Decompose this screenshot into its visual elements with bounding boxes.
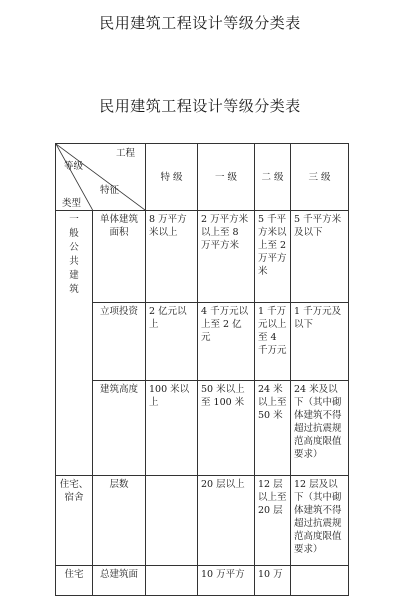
value-cell-grade3: 5 千平方米及以下 bbox=[291, 211, 349, 303]
value-cell-grade3: 1 千万元及以下 bbox=[291, 303, 349, 381]
feature-cell: 单体建筑面积 bbox=[93, 211, 146, 303]
value-cell-grade2: 5 千平方米以上至 2 万平方米 bbox=[255, 211, 291, 303]
table-row bbox=[56, 211, 349, 303]
corner-header-cell bbox=[56, 144, 146, 211]
grade-table bbox=[55, 143, 349, 596]
feature-cell: 立项投资 bbox=[93, 303, 146, 381]
col-header-grade2: 二 级 bbox=[255, 144, 291, 211]
value-cell-special: 100 米以上 bbox=[146, 381, 198, 476]
value-cell-special bbox=[146, 476, 198, 566]
corner-label-type: 类型 bbox=[62, 198, 82, 209]
col-header-grade3: 三 级 bbox=[291, 144, 349, 211]
table-header-row bbox=[56, 144, 349, 211]
value-cell-special: 2 亿元以上 bbox=[146, 303, 198, 381]
table-row bbox=[56, 566, 349, 596]
table-row bbox=[56, 381, 349, 476]
corner-label-engineering: 工程 bbox=[116, 148, 136, 159]
document-title: 民用建筑工程设计等级分类表 bbox=[99, 97, 301, 115]
col-header-grade1: 一 级 bbox=[198, 144, 255, 211]
value-cell-grade2: 1 千万元以上至 4 千万元 bbox=[255, 303, 291, 381]
value-cell-special: 8 万平方米以上 bbox=[146, 211, 198, 303]
col-header-special: 特 级 bbox=[146, 144, 198, 211]
value-cell-grade1: 4 千万元以上至 2 亿元 bbox=[198, 303, 255, 381]
value-cell-grade1: 50 米以上至 100 米 bbox=[198, 381, 255, 476]
type-cell-residential: 住宅 bbox=[56, 566, 93, 596]
value-cell-special bbox=[146, 566, 198, 596]
value-cell-grade1: 10 万平方 bbox=[198, 566, 255, 596]
feature-cell: 建筑高度 bbox=[93, 381, 146, 476]
table-row bbox=[56, 476, 349, 566]
value-cell-grade1: 20 层以上 bbox=[198, 476, 255, 566]
type-cell-public-building: 一般公共建筑 bbox=[56, 211, 93, 476]
table-row bbox=[56, 303, 349, 381]
corner-label-grade: 等级 bbox=[64, 161, 84, 172]
value-cell-grade2: 12 层以上至 20 层 bbox=[255, 476, 291, 566]
value-cell-grade2: 24 米以上至 50 米 bbox=[255, 381, 291, 476]
value-cell-grade1: 2 万平方米以上至 8 万平方米 bbox=[198, 211, 255, 303]
value-cell-grade2: 10 万 bbox=[255, 566, 291, 596]
value-cell-grade3: 24 米及以下（其中砌体建筑不得超过抗震规范高度限值要求） bbox=[291, 381, 349, 476]
feature-cell: 层数 bbox=[93, 476, 146, 566]
value-cell-grade3 bbox=[291, 566, 349, 596]
document-header: 民用建筑工程设计等级分类表 bbox=[99, 14, 301, 32]
type-cell-residential-dorm: 住宅、宿舍 bbox=[56, 476, 93, 566]
corner-label-feature: 特征 bbox=[100, 185, 120, 196]
value-cell-grade3: 12 层及以下（其中砌体建筑不得超过抗震规范高度限值要求） bbox=[291, 476, 349, 566]
feature-cell: 总建筑面 bbox=[93, 566, 146, 596]
